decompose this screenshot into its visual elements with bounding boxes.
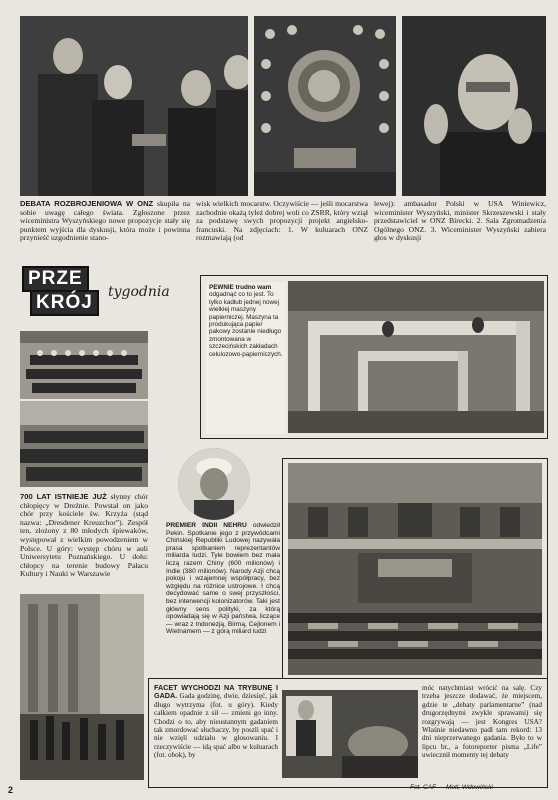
paper-caption-kicker: PEWNIE trudno wam <box>209 284 272 291</box>
paper-machine-caption <box>206 282 286 434</box>
choir-caption <box>20 493 148 579</box>
photo-un-delegates <box>20 16 248 196</box>
choir-caption-kicker: 700 LAT ISTNIEJE JUŻ <box>20 492 107 501</box>
page-number: 2 <box>8 785 14 795</box>
photo-choir-concert <box>20 331 148 399</box>
nehru-caption <box>166 522 280 636</box>
congress-caption-text1: Gada godzinę, dwie, dziesięć, jak długo wytrzyma (fot. u góry). Kiedy całkiem opadnie z sił — zmieni go inny. Chodzi o to, aby nieustannym gadaniem tak zmordować słuchaczy, by poszli spać i nie wzięli udziału w głosowaniu. I rzeczywiście — idą spać albo w kuluarach (fot. obok), by <box>154 692 278 760</box>
un-caption-col1 <box>20 200 190 243</box>
paper-caption-text: odgadnąć co to jest. To tylko kadłub jednej nowej wielkiej maszyny papierniczej. Maszyna ta produkująca papier pakowy zostanie niedługo zmontowana w szczecińskich zakładach celulozowo-papierniczych. <box>209 291 283 358</box>
photo-choir-audience <box>20 401 148 487</box>
photo-wyszynski-speaking <box>402 16 546 196</box>
congress-caption-col1 <box>154 684 278 760</box>
photo-palace-of-culture <box>20 594 144 780</box>
logo-word-top: PRZE <box>22 266 89 292</box>
un-caption-text2: wisk wielkich mocarstw. Oczywiście — jeśli mocarstwa zachodnie okażą tyleż dobrej woli co ZSRR, który wziął za podstawę swych propozycji projekt angielsko-francuski. Na zdjęciach: 1. W kuluarach ONZ rozmawiają (od <box>196 199 368 243</box>
logo-subtitle: tygodnia <box>108 284 170 300</box>
un-caption-col3 <box>374 200 546 243</box>
photo-congress-sleeper <box>282 690 418 778</box>
logo-word-bottom: KRÓJ <box>30 290 99 316</box>
section-logo <box>20 262 170 320</box>
un-caption-col2 <box>196 200 368 243</box>
nehru-caption-kicker: PREMIER INDII NEHRU <box>166 522 247 529</box>
nehru-caption-text: odwiedził Pekin. Spotkanie jego z przywódcami Chińskiej Republiki Ludowej nazywała prasa spotkaniem reprezentantów miliarda ludzi. Tyle bowiem bez mała liczą razem Chiny (600 milionów) i Indie (380 milionów). Narody Azji chcą pokoju i wzajemnej współpracy, bez względu na różnice ustrojowe. I chcą decydować same o swej przyszłości, bez interwencji kolonizatorów. Taki jest główny sens polityki, za którą opowiadają się w Azji państwa, liczące — wraz z Indonezją, Birmą, Cejlonem i Wietnamem — z górą miliard ludzi <box>166 522 280 636</box>
photo-congress-hall <box>288 463 542 675</box>
photo-credit: Fot. CAF — Motl, Wdowiński <box>410 784 493 791</box>
choir-caption-text: słynny chór chłopięcy w Dreźnie. Powstał on jako chór przy kościele św. Krzyża (stąd nazwa: „Dresdener Kreuzchor”). Zespół ten, złożony z 80 młodych śpiewaków, występował z wielkim powodzeniem w Polsce. U góry: występ chóru w auli Uniwersytetu Poznańskiego. U dołu: chłopcy na terenie budowy Pałacu Kultury i Nauki w Warszawie <box>20 492 148 579</box>
photo-un-assembly-hall <box>254 16 396 196</box>
un-caption-text3: lewej): ambasador Polski w USA Winiewicz, wiceminister Wyszyński, minister Skrzeszewski i stały przedstawiciel w ONZ Birecki. 2. Sala Zgromadzenia Ogólnego ONZ. 3. Wiceminister Wyszyński zabiera głos w dyskusji <box>374 199 546 243</box>
photo-paper-machine <box>288 281 544 433</box>
congress-caption-col2 <box>422 684 542 760</box>
un-caption-kicker: DEBATA ROZBROJENIOWA W ONZ <box>20 199 154 208</box>
congress-caption-kicker: FACET WYCHODZI NA TRYBUNĘ I GADA. <box>154 683 278 701</box>
photo-nehru-portrait <box>178 448 250 520</box>
congress-caption-text2: móc natychmiast wrócić na salę. Czy trzeba jeszcze dodawać, że miejscem, gdzie te „debaty parlamentarne” (nad drugorzędnymi zwykle sprawami) się rozgrywają — jest Kongres USA? Właśnie niedawno padł tam rekord: 13 dni nieprzerwanego gadania. Było to w lipcu br., a fotoreporter pisma „Life” uwiecznił momenty tej debaty <box>422 684 542 760</box>
un-caption-text1: skupiła na sobie uwagę całego świata. Zgłoszone przez wiceministra Wyszyńskiego nowe propozycje stały się punktem wyjścia dla dyskusji, która może i powinna przynieść uzgodnienie stano- <box>20 199 190 243</box>
